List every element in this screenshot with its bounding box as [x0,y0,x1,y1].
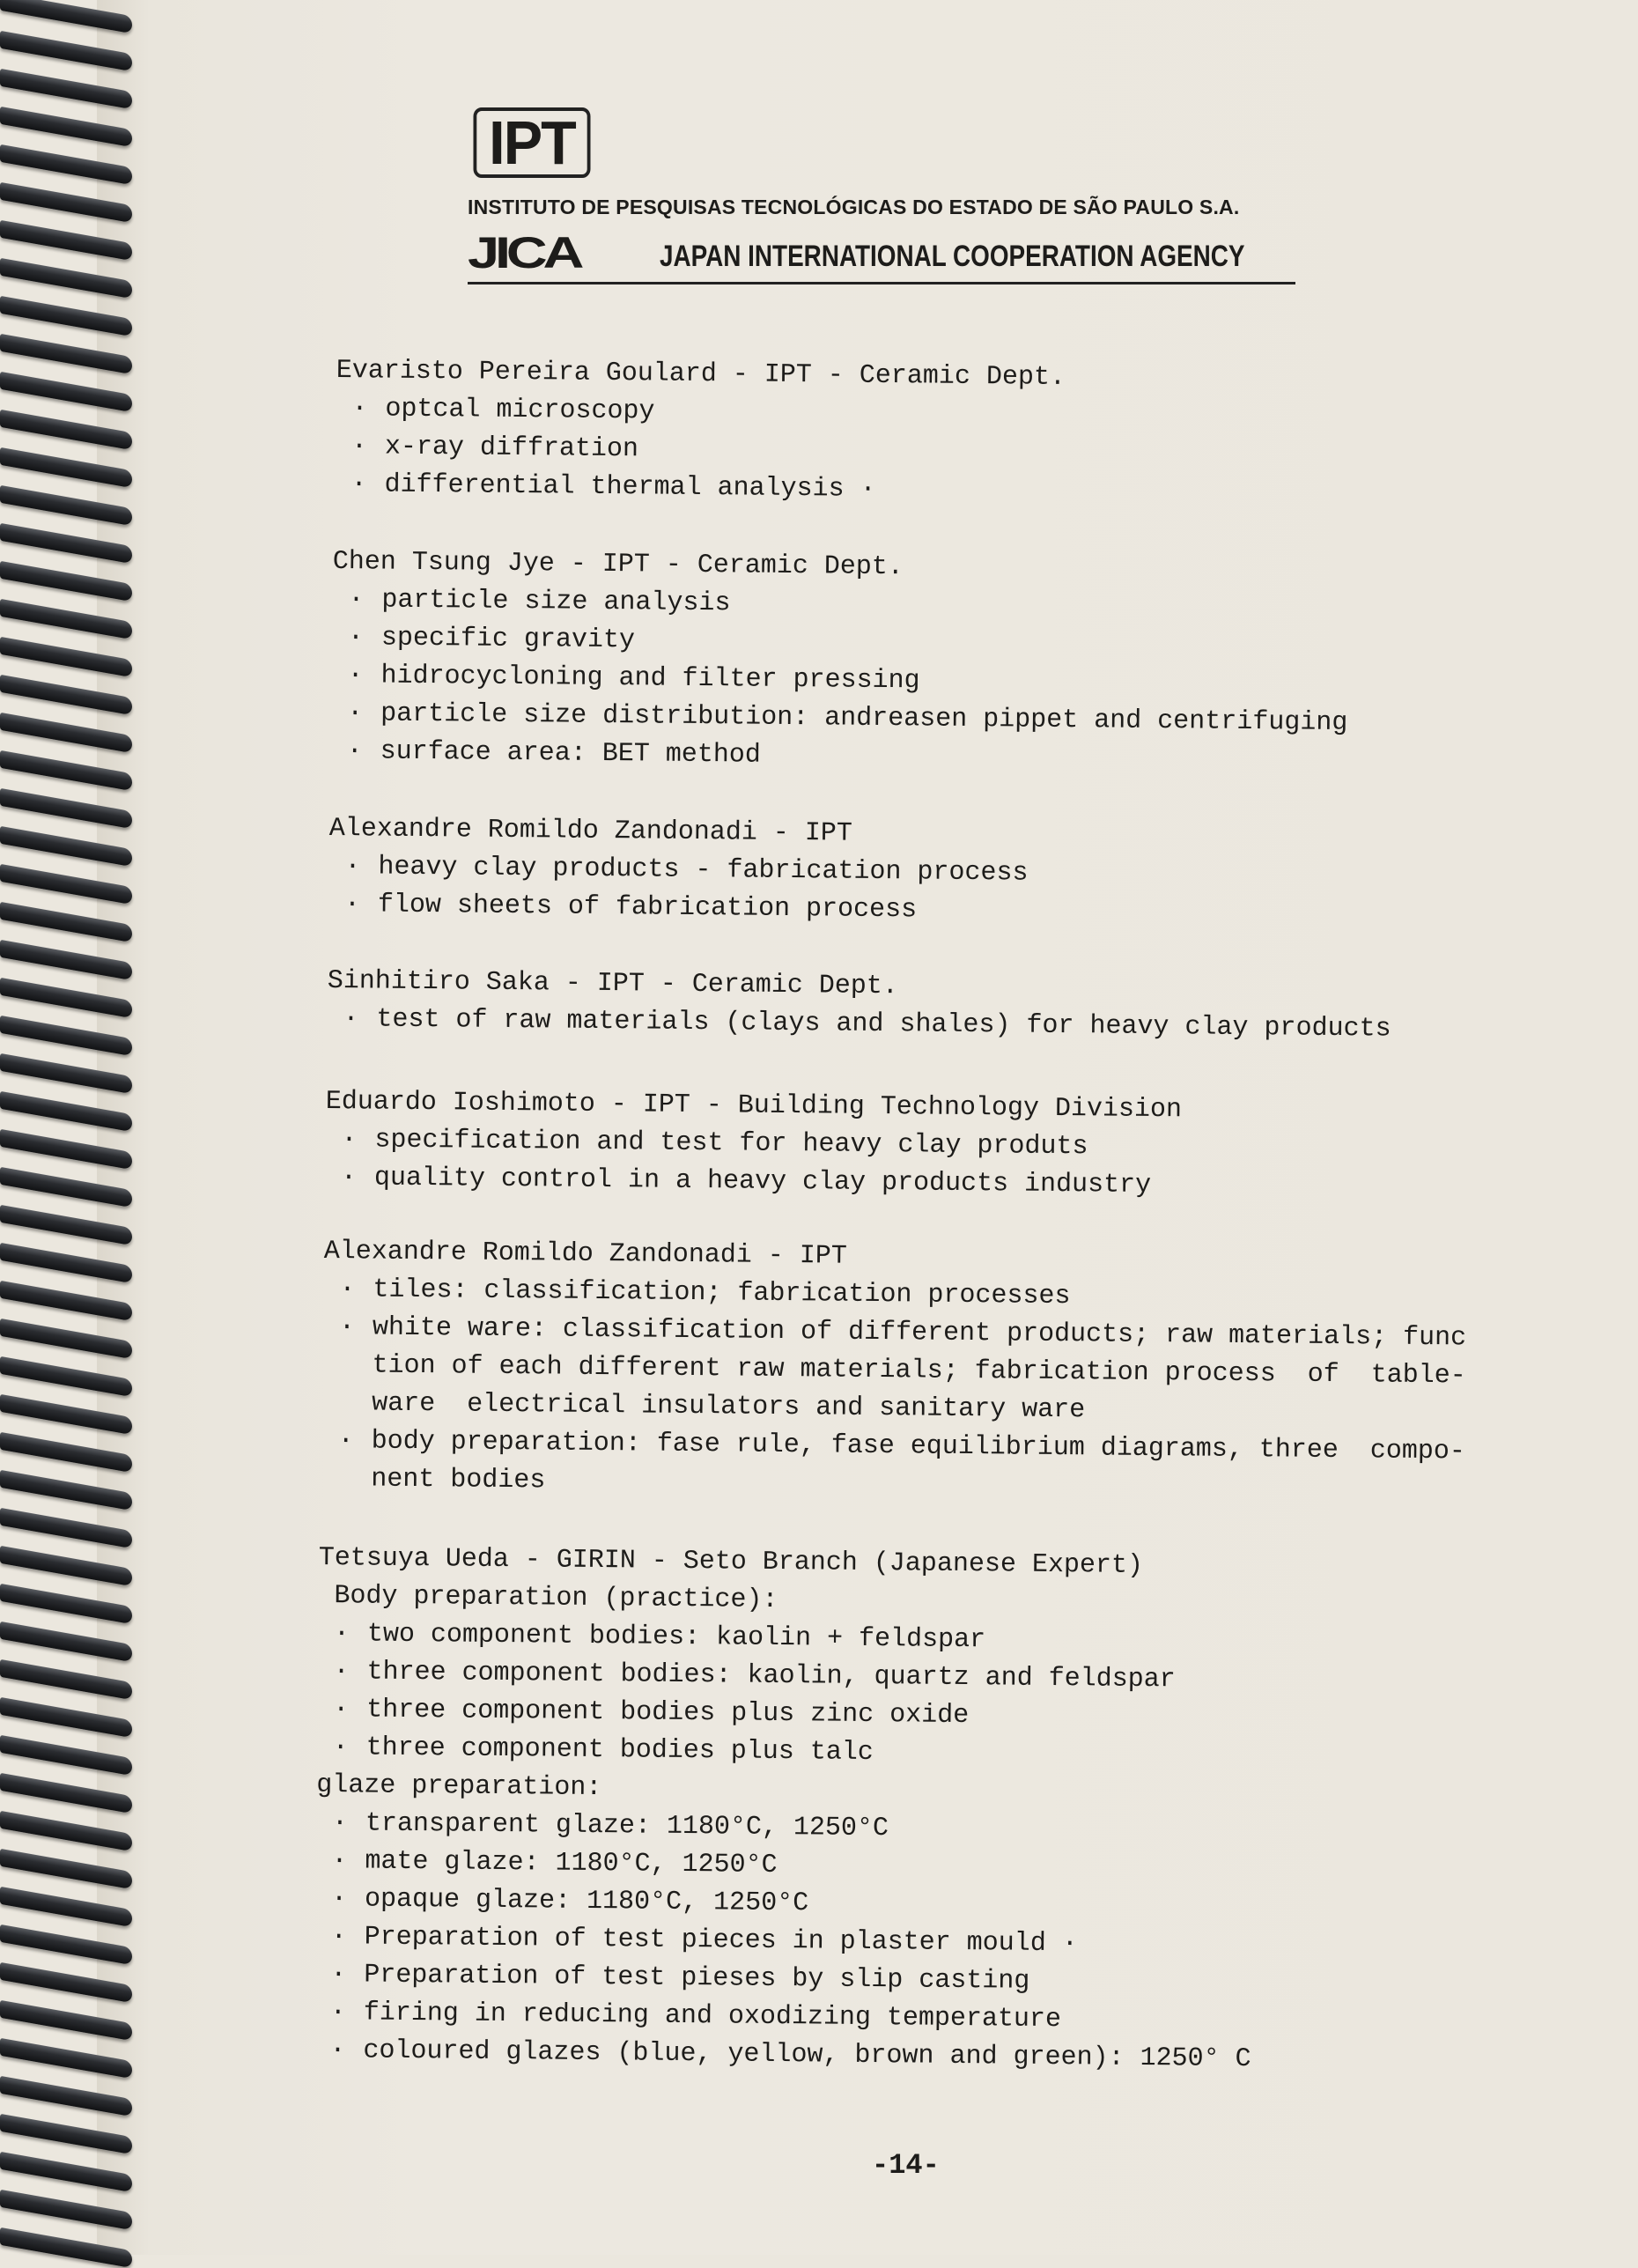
jica-name: JAPAN INTERNATIONAL COOPERATION AGENCY [660,240,1245,273]
binding-ring [0,750,132,791]
list-item-text: transparent glaze: 1180°C, 1250°C [365,1808,889,1844]
binding-ring [0,1584,132,1624]
list-item-text: particle size distribution: andreasen pippet and centrifuging [380,698,1348,739]
list-item-continuation: nent bodies [371,1464,546,1496]
list-item-text: test of raw materials (clays and shales) for heavy clay products [376,1004,1391,1045]
ipt-logo: IPT [474,107,591,178]
binding-ring [0,788,132,829]
list-item-text: three component bodies: kaolin, quartz and feldspar [366,1657,1176,1695]
bullet-icon: · [343,1004,359,1035]
binding-ring [0,1394,132,1435]
binding-ring [0,940,132,980]
section-heading: Evaristo Pereira Goulard - IPT - Ceramic Dept. [336,355,1066,393]
binding-ring [0,31,132,71]
binding-ring [0,1546,132,1586]
binding-ring [0,637,132,677]
section-heading: Eduardo Ioshimoto - IPT - Building Technology Division [325,1086,1183,1126]
list-item-continuation: ware electrical insulators and sanitary ware [371,1388,1086,1426]
bullet-icon: · [341,1125,358,1156]
page-number: -14- [872,2149,940,2182]
list-item-text: body preparation: fase rule, fase equilibrium diagrams, three compo- [371,1426,1466,1467]
section-heading: Alexandre Romildo Zandonadi - IPT [328,813,853,849]
list-item-text: Preparation of test pieces in plaster mould · [364,1922,1078,1960]
list-item-text: Preparation of test pieses by slip casting [364,1960,1030,1997]
binding-ring [0,1622,132,1662]
binding-ring [0,1962,132,2003]
binding-ring [0,2076,132,2117]
binding-ring [0,1697,132,1738]
bullet-icon: · [329,1998,347,2028]
binding-ring [0,447,132,488]
bullet-icon: · [329,2035,346,2066]
bullet-icon: · [333,1657,350,1688]
list-item [328,886,1029,931]
section-ioshimoto [325,1083,1182,1205]
list-item-text: two component bodies: kaolin + feldspar [366,1619,986,1656]
bullet-icon: · [351,394,368,425]
binding-ring [0,485,132,526]
binding-ring [0,107,132,147]
binding-ring [0,1129,132,1170]
binding-ring [0,1167,132,1208]
binding-ring [0,1849,132,1889]
bullet-icon: · [344,852,361,883]
list-item-text: mate glaze: 1180°C, 1250°C [365,1846,778,1881]
binding-ring [0,1773,132,1814]
binding-ring [0,2114,132,2154]
binding-ring [0,1508,132,1548]
spiral-binding [0,0,141,2255]
list-item-text: quality control in a heavy clay products industry [373,1163,1152,1200]
list-item-text: three component bodies plus talc [365,1732,874,1769]
bullet-icon: · [346,736,363,767]
bullet-icon: · [330,1922,347,1953]
bullet-icon: · [337,1426,354,1457]
bullet-icon: · [343,890,361,920]
list-item-text: specific gravity [380,623,636,656]
binding-ring [0,0,132,33]
bullet-icon: · [338,1312,356,1343]
section-heading: Tetsuya Ueda - GIRIN - Seto Branch (Japanese Expert) [318,1542,1144,1581]
section-heading: Sinhitiro Saka - IPT - Ceramic Dept. [327,965,899,1002]
list-item-text: tiles: classification; fabrication processes [373,1274,1071,1312]
subheading: Body preparation (practice): [334,1581,778,1616]
bullet-icon: · [331,1846,348,1877]
bullet-icon: · [333,1619,350,1650]
list-item-text: x-ray diffration [384,432,639,465]
binding-ring [0,372,132,412]
binding-ring [0,1053,132,1094]
binding-ring [0,675,132,715]
bullet-icon: · [348,585,365,616]
bullet-icon: · [347,623,365,654]
section-goulard [335,352,1066,511]
binding-ring [0,2000,132,2041]
jica-header [468,227,1295,284]
section-chen [331,543,1350,780]
list-item-text: firing in reducing and oxodizing temperature [363,1998,1062,2035]
section-saka [327,963,1391,1049]
binding-ring [0,561,132,602]
binding-ring [0,1924,132,1965]
binding-ring [0,1470,132,1511]
binding-ring [0,1319,132,1359]
bullet-icon: · [339,1274,356,1305]
list-item-text: flow sheets of fabrication process [377,890,918,926]
bullet-icon: · [340,1163,358,1193]
binding-ring [0,2038,132,2079]
binding-ring [0,826,132,867]
binding-ring [0,69,132,109]
section-zandonadi-2 [321,1233,1467,1509]
binding-ring [0,1432,132,1473]
binding-ring [0,2227,132,2268]
section-ueda [314,1540,1256,2079]
section-heading: Alexandre Romildo Zandonadi - IPT [323,1236,848,1272]
binding-ring [0,410,132,450]
binding-ring [0,1091,132,1132]
binding-ring [0,523,132,564]
binding-ring [0,1205,132,1245]
bullet-icon: · [332,1732,349,1763]
binding-ring [0,1887,132,1927]
list-item-text: particle size analysis [381,585,731,619]
binding-ring [0,978,132,1018]
binding-ring [0,144,132,185]
list-item-text: hidrocycloning and filter pressing [380,661,920,697]
list-item-text: optcal microscopy [385,394,655,427]
list-item-text: differential thermal analysis · [384,469,876,505]
bullet-icon: · [332,1695,350,1725]
list-item [335,466,1065,511]
bullet-icon: · [330,1960,347,1991]
binding-ring [0,2152,132,2192]
binding-ring [0,1356,132,1397]
list-item-text: three component bodies plus zinc oxide [365,1695,970,1732]
binding-ring [0,1735,132,1776]
list-item-continuation: tion of each different raw materials; fabrication process of table- [372,1350,1466,1392]
binding-ring [0,1281,132,1321]
list-item-text: opaque glaze: 1180°C, 1250°C [364,1884,809,1919]
jica-logo: JICA [468,228,580,277]
binding-ring [0,864,132,905]
list-item-text: coloured glazes (blue, yellow, brown and green): 1250° C [363,2035,1251,2075]
binding-ring [0,599,132,639]
binding-ring [0,258,132,299]
bullet-icon: · [347,661,364,691]
section-zandonadi-1 [328,810,1029,931]
binding-ring [0,1811,132,1851]
list-item-text: heavy clay products - fabrication process [378,852,1029,889]
binding-ring [0,296,132,336]
list-item-text: specification and test for heavy clay produts [374,1125,1088,1163]
bullet-icon: · [350,469,367,500]
binding-ring [0,713,132,753]
binding-ring [0,1243,132,1283]
binding-ring [0,220,132,261]
section-heading: Chen Tsung Jye - IPT - Ceramic Dept. [332,546,904,583]
binding-ring [0,902,132,942]
subheading: glaze preparation: [316,1769,602,1804]
binding-ring [0,1659,132,1700]
binding-ring [0,2190,132,2230]
binding-ring [0,1016,132,1056]
binding-ring [0,182,132,223]
list-item-text: white ware: classification of different products; raw materials; func [372,1312,1467,1354]
list-item [328,848,1029,893]
bullet-icon: · [330,1884,348,1915]
institute-name: INSTITUTO DE PESQUISAS TECNOLÓGICAS DO ESTADO DE SÃO PAULO S.A. [468,196,1240,218]
bullet-icon: · [346,698,364,729]
bullet-icon: · [350,432,368,462]
binding-ring [0,334,132,374]
bullet-icon: · [331,1808,349,1839]
list-item-text: surface area: BET method [380,736,761,771]
